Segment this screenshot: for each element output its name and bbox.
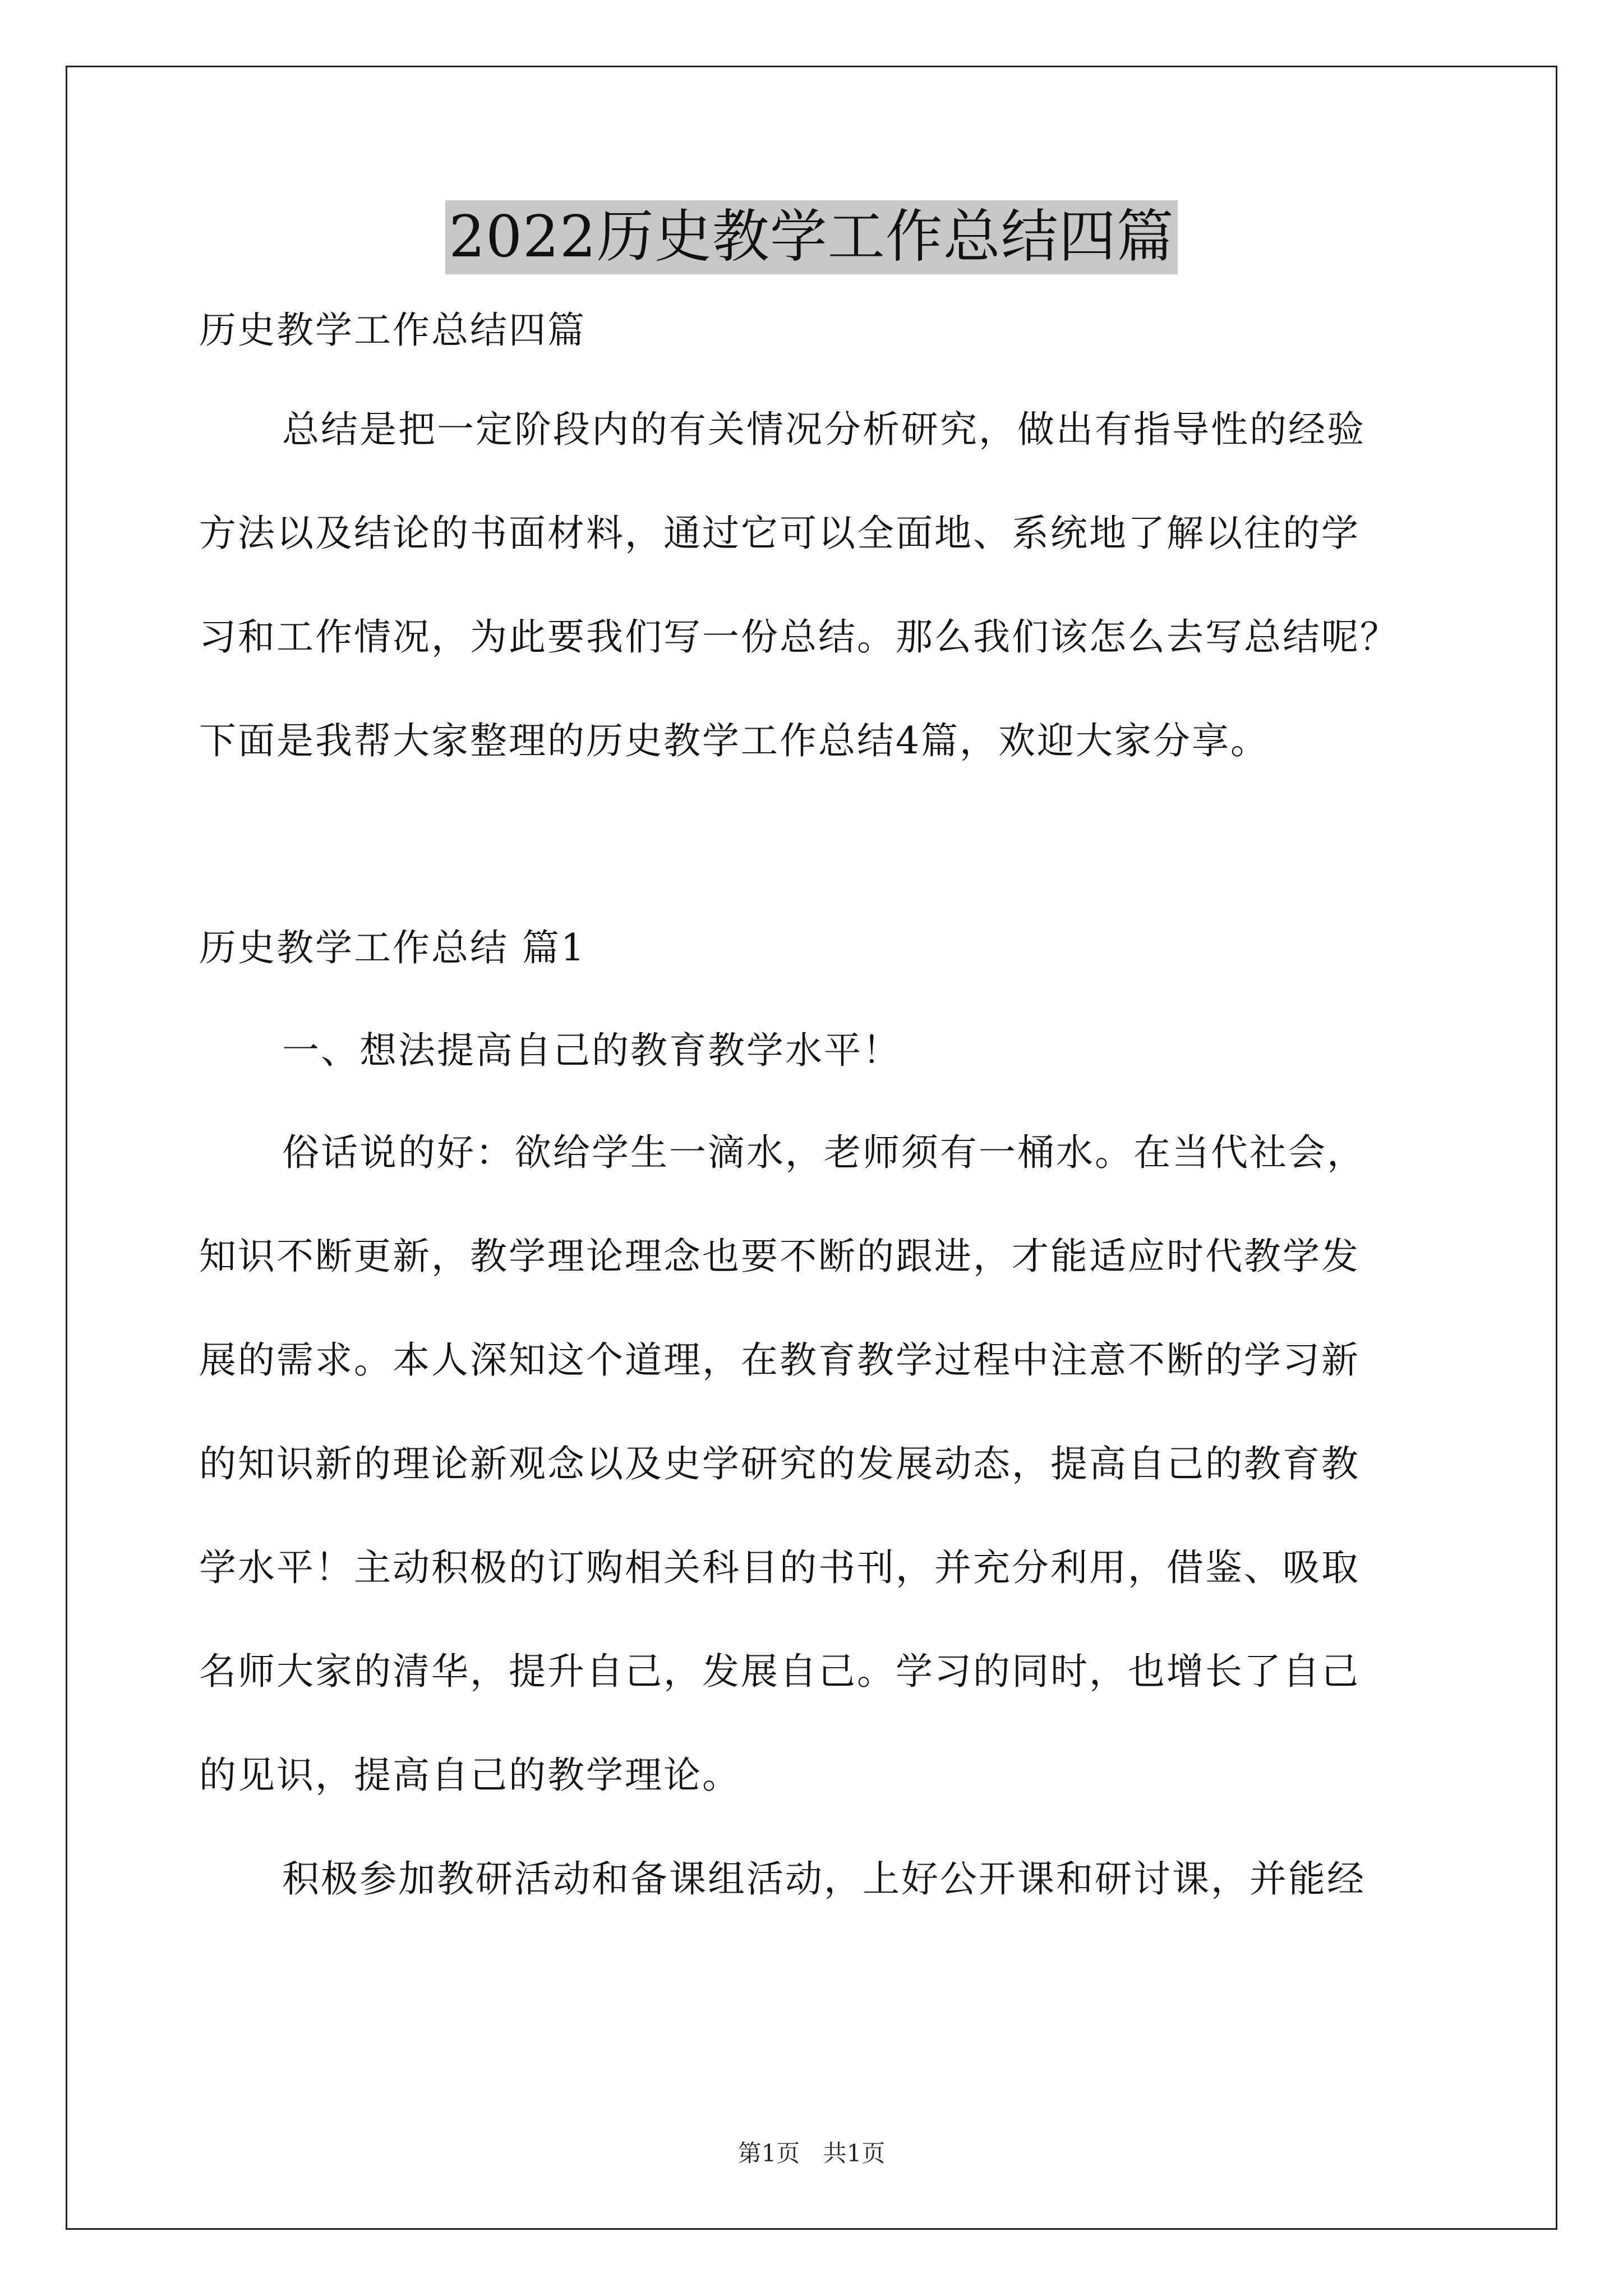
paragraph-line: 展的需求。本人深知这个道理，在教育教学过程中注意不断的学习新	[199, 1338, 1360, 1382]
title-container	[0, 200, 1623, 274]
subtitle: 历史教学工作总结四篇	[199, 309, 586, 352]
intro-line: 方法以及结论的书面材料，通过它可以全面地、系统地了解以往的学	[199, 512, 1360, 555]
intro-line: 下面是我帮大家整理的历史教学工作总结4篇，欢迎大家分享。	[199, 719, 1269, 762]
document-title: 2022历史教学工作总结四篇	[445, 200, 1178, 274]
intro-line: 习和工作情况，为此要我们写一份总结。那么我们该怎么去写总结呢？	[199, 615, 1399, 659]
paragraph-1	[199, 1128, 1427, 1800]
paragraph-line: 积极参加教研活动和备课组活动，上好公开课和研讨课，并能经	[282, 1857, 1366, 1901]
paragraph-line: 学水平！主动积极的订购相关科目的书刊，并充分利用，借鉴、吸取	[199, 1546, 1360, 1589]
paragraph-line: 俗话说的好：欲给学生一滴水，老师须有一桶水。在当代社会，	[282, 1131, 1366, 1174]
point-heading: 一、想法提高自己的教育教学水平！	[282, 1029, 901, 1072]
intro-line: 总结是把一定阶段内的有关情况分析研究，做出有指导性的经验	[282, 408, 1366, 451]
page-number: 第1页	[737, 2139, 800, 2167]
paragraph-line: 名师大家的清华，提升自己，发展自己。学习的同时，也增长了自己	[199, 1650, 1360, 1693]
paragraph-line: 的知识新的理论新观念以及史学研究的发展动态，提高自己的教育教	[199, 1442, 1360, 1485]
page-total: 共1页	[823, 2139, 886, 2167]
document-body	[199, 306, 1427, 1904]
paragraph-line: 知识不断更新，教学理论理念也要不断的跟进，才能适应时代教学发	[199, 1235, 1360, 1278]
paragraph-line: 的见识，提高自己的教学理论。	[199, 1754, 741, 1797]
paragraph-2	[199, 1855, 1427, 1904]
intro-paragraph	[199, 405, 1427, 766]
section-heading: 历史教学工作总结 篇1	[199, 926, 586, 969]
page-footer	[0, 2138, 1623, 2169]
